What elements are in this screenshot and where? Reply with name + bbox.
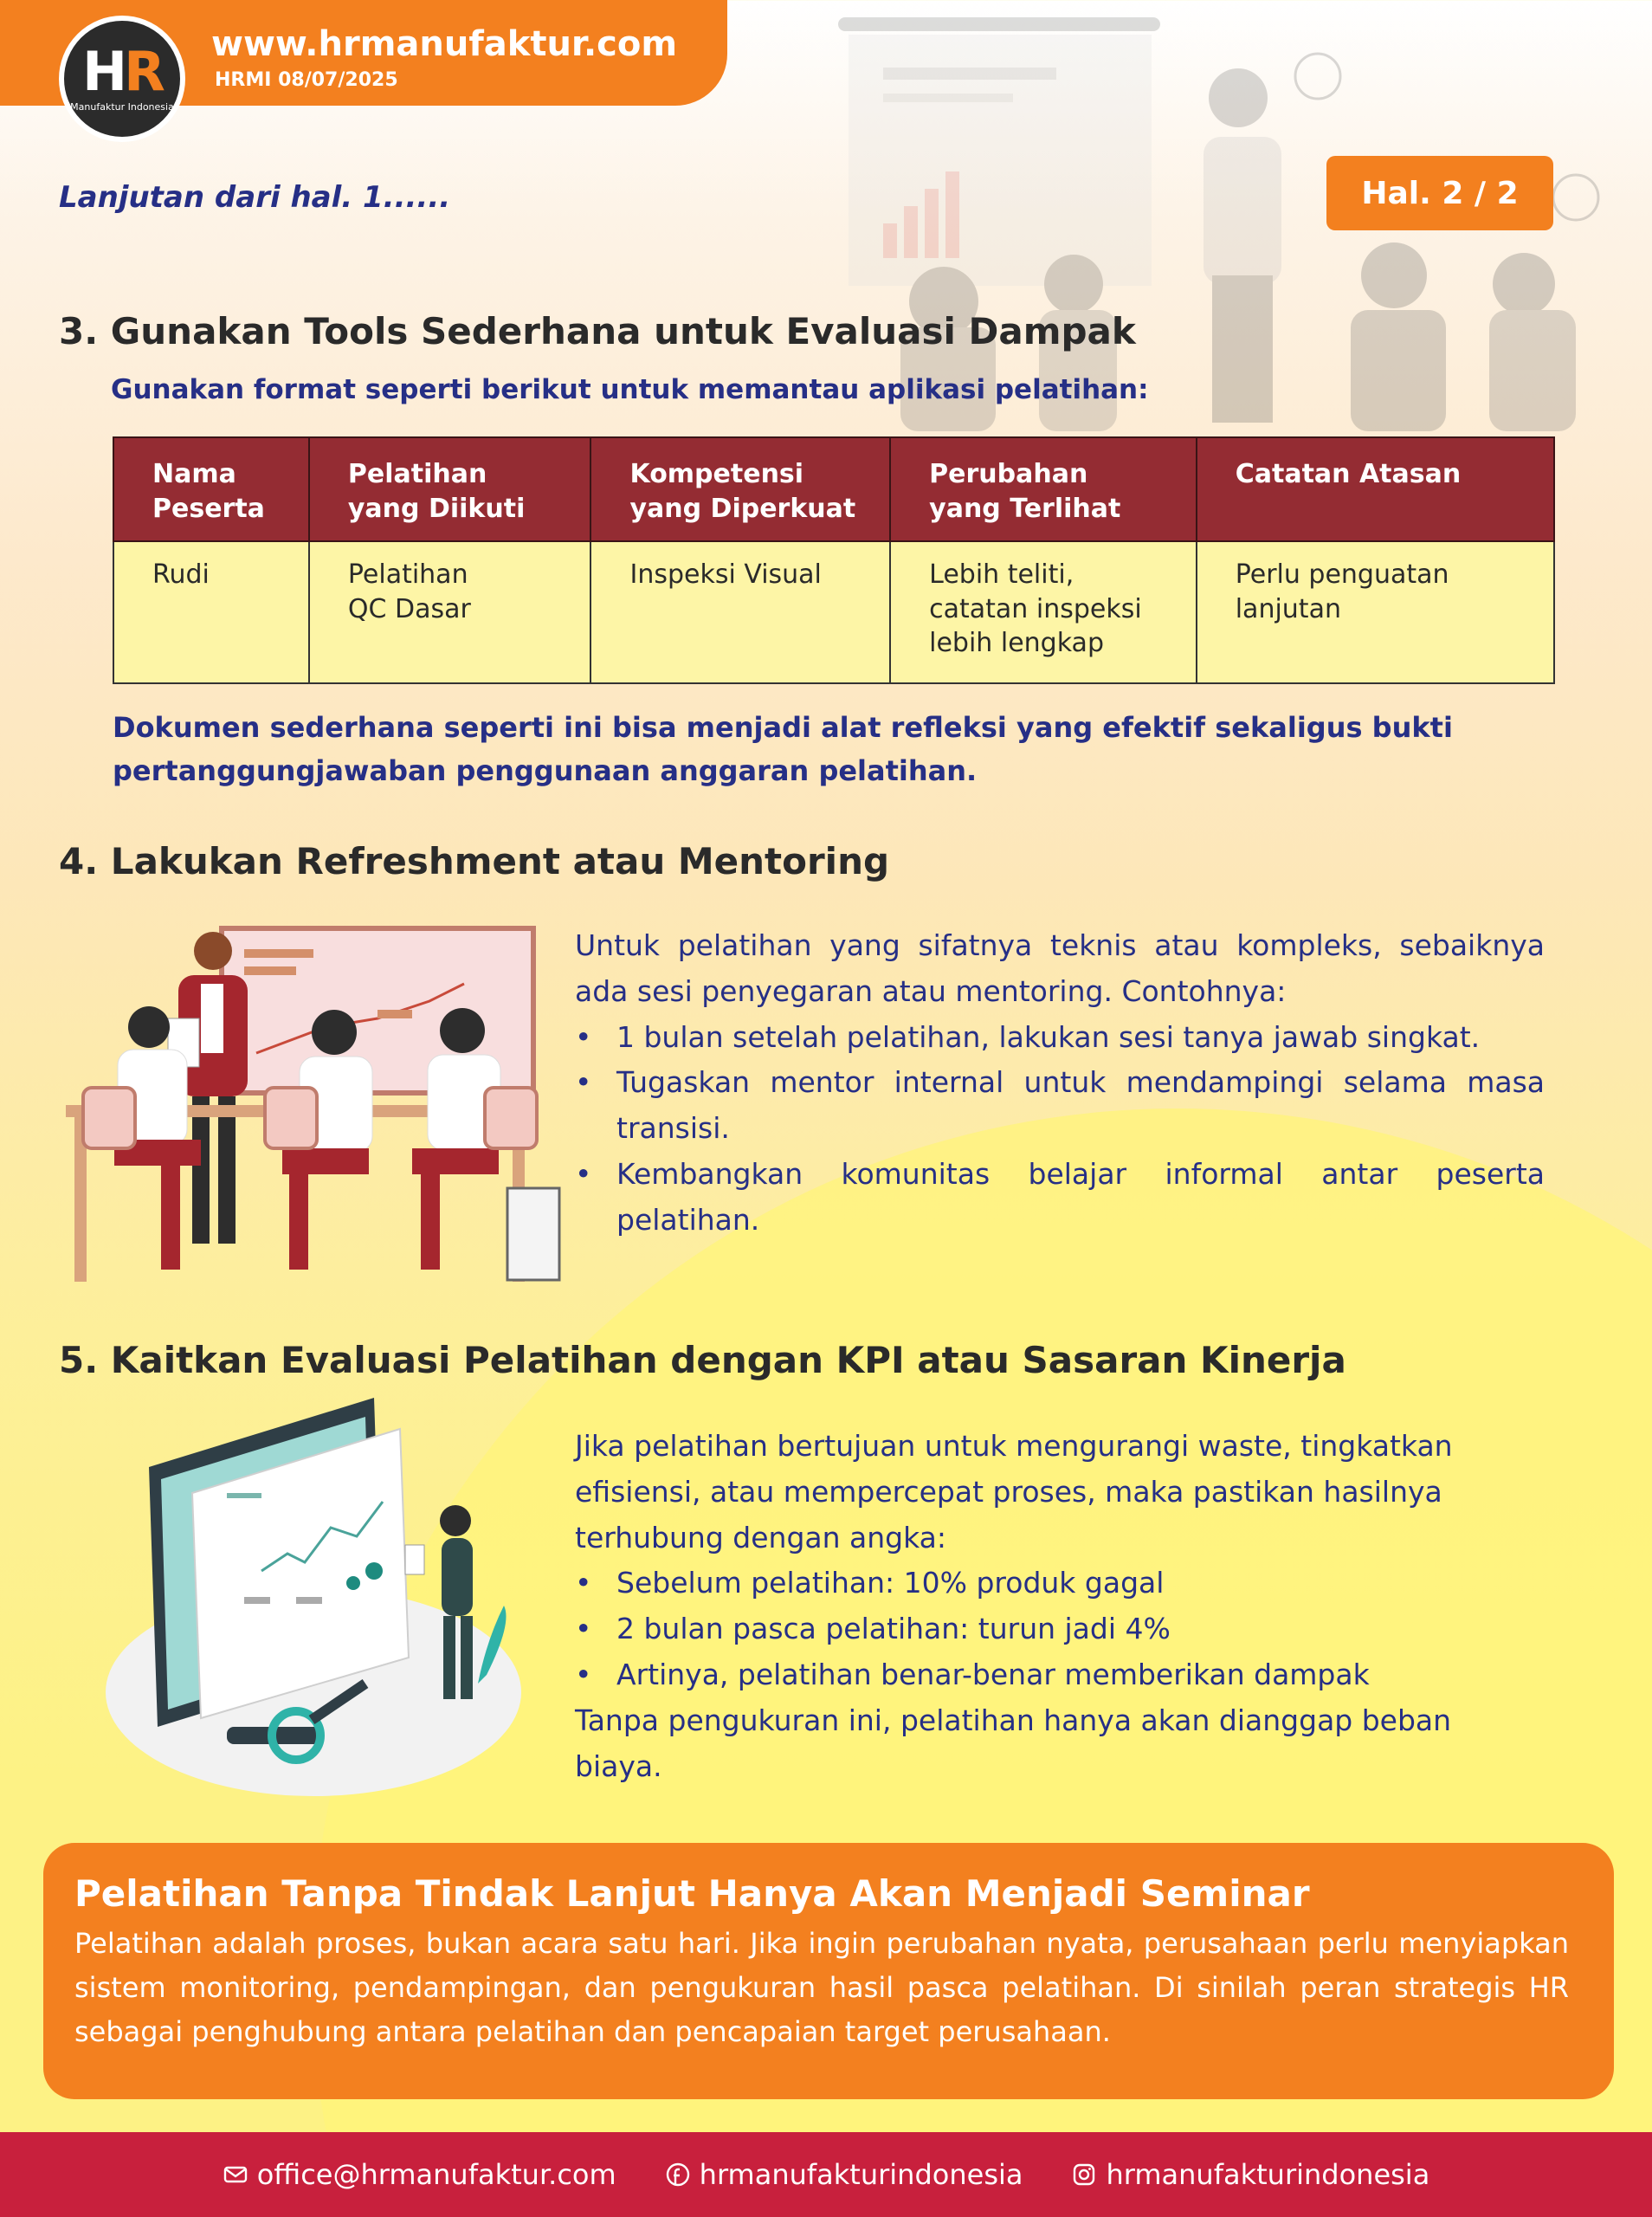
facebook-text: hrmanufakturindonesia xyxy=(699,2158,1023,2191)
section5-list xyxy=(575,1561,1545,1697)
section3-subtitle: Gunakan format seperti berikut untuk memantau aplikasi pelatihan: xyxy=(111,374,1149,405)
mentoring-illustration xyxy=(66,923,568,1287)
footer-facebook[interactable] xyxy=(665,2158,1023,2191)
footer xyxy=(0,2132,1652,2217)
header-cell: Kompetensi yang Diperkuat xyxy=(590,437,890,541)
section5-closing: Tanpa pengukuran ini, pelatihan hanya akan dianggap beban biaya. xyxy=(575,1703,1452,1783)
table-cell: Lebih teliti, catatan inspeksi lebih lengkap xyxy=(890,541,1197,683)
document-code: HRMI 08/07/2025 xyxy=(215,69,398,91)
table-cell: Perlu penguatan lanjutan xyxy=(1197,541,1554,683)
email-text: office@hrmanufaktur.com xyxy=(256,2158,616,2191)
footer-email[interactable] xyxy=(223,2158,616,2191)
conclusion-title: Pelatihan Tanpa Tindak Lanjut Hanya Akan Menjadi Seminar xyxy=(74,1872,1310,1915)
evaluation-table xyxy=(113,436,1555,684)
facebook-icon xyxy=(665,2162,691,2188)
table-cell: Rudi xyxy=(113,541,309,683)
section3-note xyxy=(113,707,1567,792)
table-cell: Pelatihan QC Dasar xyxy=(309,541,591,683)
footer-instagram[interactable] xyxy=(1071,2158,1429,2191)
conclusion-box xyxy=(43,1843,1614,2099)
site-url[interactable]: www.hrmanufaktur.com xyxy=(211,24,678,64)
header-cell: Nama Peserta xyxy=(113,437,309,541)
list-item: • Sebelum pelatihan: 10% produk gagal xyxy=(575,1561,1545,1606)
section5-intro: Jika pelatihan bertujuan untuk mengurangi waste, tingkatkan efisiensi, atau mempercepat proses, maka pastikan hasilnya terhubung dengan angka: xyxy=(575,1429,1453,1554)
conclusion-text: Pelatihan adalah proses, bukan acara satu hari. Jika ingin perubahan nyata, perusahaan perlu menyiapkan sistem monitoring, pendampingan, dan pengukuran hasil pasca pelatihan. Di sinilah peran strategis HR sebagai penghubung antara pelatihan dan pencapaian target perusahaan. xyxy=(74,1927,1569,2049)
table-header-row xyxy=(113,437,1554,541)
note-line: pertanggungjawaban penggunaan anggaran pelatihan. xyxy=(113,753,978,787)
logo-subtitle: Manufaktur Indonesia xyxy=(70,100,174,113)
header-cell: Perubahan yang Terlihat xyxy=(890,437,1197,541)
section5-body xyxy=(575,1424,1545,1789)
header-cell: Catatan Atasan xyxy=(1197,437,1554,541)
header-cell: Pelatihan yang Diikuti xyxy=(309,437,591,541)
section4-title: 4. Lakukan Refreshment atau Mentoring xyxy=(59,840,890,882)
list-item: • 1 bulan setelah pelatihan, lakukan sesi tanya jawab singkat. xyxy=(575,1015,1545,1061)
table-cell: Inspeksi Visual xyxy=(590,541,890,683)
list-item: • Kembangkan komunitas belajar informal antar peserta pelatihan. xyxy=(575,1152,1545,1244)
table-row xyxy=(113,541,1554,683)
section4-list xyxy=(575,1015,1545,1244)
list-item: • Artinya, pelatihan benar-benar memberikan dampak xyxy=(575,1652,1545,1698)
logo-mark: HR xyxy=(82,39,162,103)
kpi-dashboard-illustration xyxy=(106,1398,521,1813)
section5-title: 5. Kaitkan Evaluasi Pelatihan dengan KPI atau Sasaran Kinerja xyxy=(59,1339,1346,1381)
list-item: • 2 bulan pasca pelatihan: turun jadi 4% xyxy=(575,1606,1545,1652)
list-item: • Tugaskan mentor internal untuk mendampingi selama masa transisi. xyxy=(575,1060,1545,1152)
instagram-icon xyxy=(1071,2162,1097,2188)
continuation-note: Lanjutan dari hal. 1...... xyxy=(59,180,451,215)
note-line: Dokumen sederhana seperti ini bisa menjadi alat refleksi yang efektif sekaligus bukti xyxy=(113,711,1453,744)
mail-icon xyxy=(223,2162,248,2188)
section4-intro: Untuk pelatihan yang sifatnya teknis atau kompleks, sebaiknya ada sesi penyegaran atau mentoring. Contohnya: xyxy=(575,928,1545,1008)
section4-body xyxy=(575,923,1545,1244)
hr-logo xyxy=(59,16,185,142)
page-badge: Hal. 2 / 2 xyxy=(1326,156,1553,230)
instagram-text: hrmanufakturindonesia xyxy=(1106,2158,1430,2191)
section3-title: 3. Gunakan Tools Sederhana untuk Evaluasi Dampak xyxy=(59,310,1136,352)
